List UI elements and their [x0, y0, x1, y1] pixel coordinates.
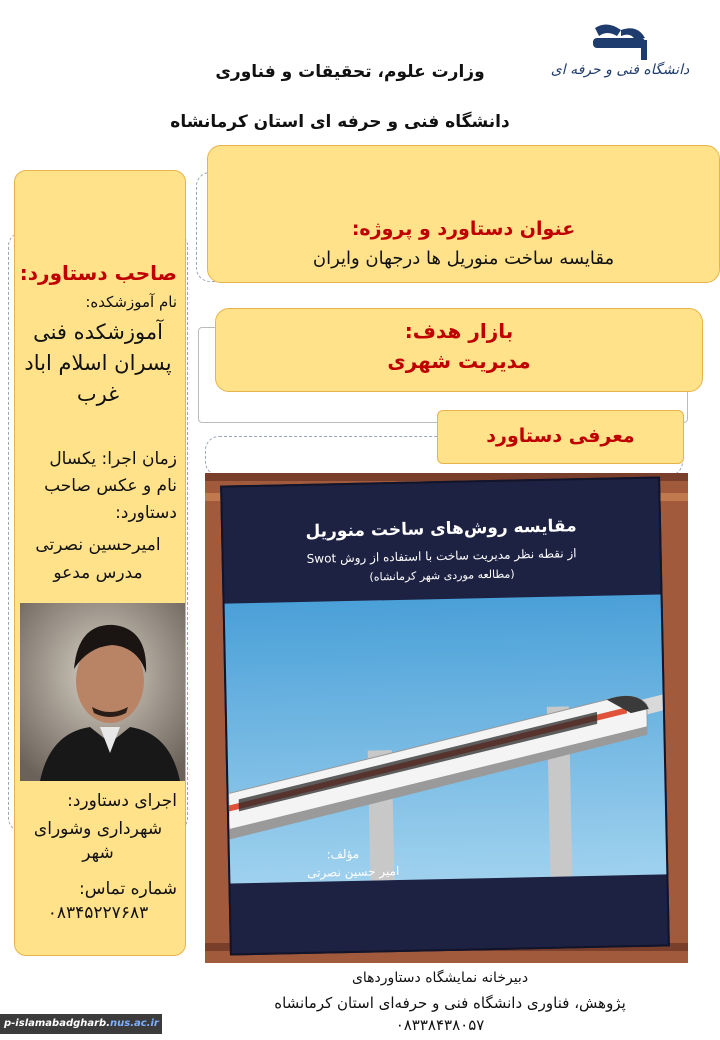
book-cover — [220, 476, 670, 955]
project-title-label: عنوان دستاورد و پروژه: — [351, 218, 576, 240]
owner-card — [14, 170, 186, 956]
book-photo — [205, 473, 688, 963]
book-case-study: (مطالعه موردی شهر کرمانشاه) — [369, 567, 515, 584]
book-author: امیر حسین نصرتی — [306, 863, 400, 880]
watermark-prefix: p-islamabadgharb. — [4, 1018, 111, 1029]
person-portrait-icon — [20, 603, 185, 781]
intro-label: معرفی دستاورد — [486, 425, 635, 447]
contact-label: شماره تماس: — [79, 879, 177, 899]
execution-value: شهرداری وشورای شهر — [33, 819, 163, 863]
school-name: آموزشکده فنی پسران اسلام اباد غرب — [24, 320, 172, 406]
monorail-image — [225, 594, 667, 883]
project-title-card — [207, 145, 720, 283]
university-logo — [545, 22, 695, 92]
book-title: مقایسه روش‌های ساخت منوریل — [305, 516, 577, 542]
ministry-heading: وزارت علوم، تحقیقات و فناوری — [215, 62, 485, 82]
contact-value: ۰۸۳۴۵۲۲۷۶۸۳ — [47, 903, 149, 923]
footer-phone: ۰۸۳۳۸۴۳۸۰۵۷ — [395, 1016, 485, 1034]
execution-label: اجرای دستاورد: — [67, 791, 177, 811]
monorail-train-icon — [225, 594, 667, 883]
footer-line-1: دبیرخانه نمایشگاه دستاوردهای — [351, 970, 529, 986]
university-heading: دانشگاه فنی و حرفه ای استان کرمانشاه — [170, 112, 510, 132]
owner-name: امیرحسین نصرتی — [35, 535, 161, 555]
market-card — [215, 308, 703, 392]
book-subtitle: از نقطه نظر مدیریت ساخت با استفاده از روش Swot — [306, 546, 577, 566]
logo-text: دانشگاه فنی و حرفه ای — [550, 62, 690, 78]
intro-card — [437, 410, 684, 464]
logo-emblem-icon — [545, 22, 695, 66]
owner-photo — [20, 603, 185, 781]
book-author-label: مؤلف: — [326, 846, 360, 862]
project-title-value: مقایسه ساخت منوریل ها درجهان وایران — [312, 248, 615, 269]
execution-time: زمان اجرا: یکسال — [49, 449, 177, 469]
footer-line-2: پژوهش، فناوری دانشگاه فنی و حرفه‌ای استان کرمانشاه — [274, 994, 626, 1012]
watermark-domain: nus.ac.ir — [110, 1018, 159, 1029]
site-watermark — [0, 1014, 162, 1034]
owner-role: مدرس مدعو — [53, 563, 143, 583]
market-label: بازار هدف: — [404, 319, 514, 343]
owner-heading: صاحب دستاورد: — [19, 261, 177, 285]
market-value: مدیریت شهری — [387, 349, 531, 373]
photo-label: نام و عکس صاحب دستاورد: — [44, 476, 177, 523]
school-label: نام آموزشکده: — [85, 293, 177, 311]
